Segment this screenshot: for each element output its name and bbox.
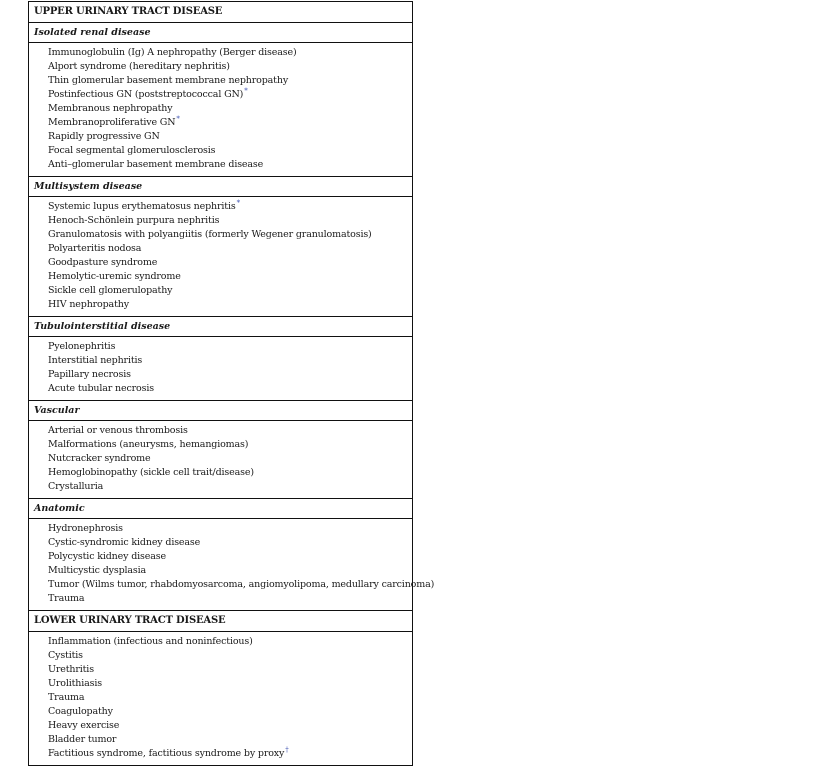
list-item [29, 102, 412, 116]
item-text: Focal segmental glomerulosclerosis [48, 145, 216, 156]
list-item [29, 438, 412, 452]
hematuria-causes-table [28, 1, 435, 766]
item-text: Heavy exercise [48, 720, 120, 731]
list-item [29, 635, 412, 649]
item-text: Arterial or venous thrombosis [48, 425, 188, 436]
list-item [29, 691, 412, 705]
list-item [29, 354, 412, 368]
list-item [29, 649, 412, 663]
item-text: Thin glomerular basement membrane nephropathy [48, 75, 289, 86]
section-items [29, 421, 412, 498]
item-text: Multicystic dysplasia [48, 565, 147, 576]
list-item [29, 663, 412, 677]
lower-urinary-tract-header: LOWER URINARY TRACT DISEASE [29, 610, 412, 632]
item-text: Inflammation (infectious and noninfectious) [48, 636, 253, 647]
list-item [29, 60, 412, 74]
item-text: Malformations (aneurysms, hemangiomas) [48, 439, 249, 450]
list-item [29, 46, 412, 60]
item-text: HIV nephropathy [48, 299, 129, 310]
list-item [29, 242, 412, 256]
item-text: Postinfectious GN (poststreptococcal GN) [48, 89, 244, 100]
section-heading: Tubulointerstitial disease [29, 316, 412, 337]
section-items [29, 519, 435, 610]
item-text: Trauma [48, 692, 85, 703]
item-text: Acute tubular necrosis [48, 383, 154, 394]
lower-items-list [29, 632, 412, 765]
item-text: Henoch-Schönlein purpura nephritis [48, 215, 220, 226]
list-item [29, 368, 412, 382]
upper-urinary-tract-header: UPPER URINARY TRACT DISEASE [29, 2, 412, 23]
list-item [29, 733, 412, 747]
item-text: Urethritis [48, 664, 94, 675]
list-item [29, 228, 412, 242]
list-item [29, 116, 412, 130]
item-text: Membranous nephropathy [48, 103, 173, 114]
list-item [29, 284, 412, 298]
item-text: Urolithiasis [48, 678, 102, 689]
item-text: Granulomatosis with polyangiitis (formerly Wegener granulomatosis) [48, 229, 372, 240]
list-item [29, 74, 412, 88]
item-text: Tumor (Wilms tumor, rhabdomyosarcoma, angiomyolipoma, medullary carcinoma) [48, 579, 435, 590]
item-text: Trauma [48, 593, 85, 604]
item-text: Polyarteritis nodosa [48, 243, 142, 254]
footnote-marker: † [285, 745, 289, 754]
list-item [29, 719, 412, 733]
list-item [29, 424, 412, 438]
section-heading: Isolated renal disease [29, 23, 412, 43]
section-items [29, 197, 412, 316]
item-text: Systemic lupus erythematosus nephritis [48, 201, 236, 212]
item-text: Rapidly progressive GN [48, 131, 160, 142]
item-text: Papillary necrosis [48, 369, 131, 380]
list-item [29, 88, 412, 102]
item-text: Cystic-syndromic kidney disease [48, 537, 201, 548]
list-item [29, 564, 412, 578]
list-item [29, 144, 412, 158]
item-text: Sickle cell glomerulopathy [48, 285, 173, 296]
list-item [29, 130, 412, 144]
list-item [29, 340, 412, 354]
item-text: Coagulopathy [48, 706, 113, 717]
item-text: Immunoglobulin (Ig) A nephropathy (Berger disease) [48, 47, 297, 58]
item-text: Crystalluria [48, 481, 104, 492]
list-item [29, 550, 412, 564]
item-text: Polycystic kidney disease [48, 551, 166, 562]
item-text: Cystitis [48, 650, 83, 661]
item-text: Hemolytic-uremic syndrome [48, 271, 181, 282]
item-text: Bladder tumor [48, 734, 117, 745]
list-item [29, 466, 412, 480]
section-heading: Vascular [29, 400, 412, 421]
item-text: Nutcracker syndrome [48, 453, 151, 464]
list-item [29, 256, 412, 270]
list-item [29, 747, 412, 761]
item-text: Factitious syndrome, factitious syndrome by proxy [48, 748, 285, 759]
list-item [29, 592, 412, 606]
list-item [29, 200, 412, 214]
footnote-marker: * [176, 114, 180, 123]
section-items [29, 43, 412, 176]
section-items [29, 337, 412, 400]
upper-sections [29, 23, 435, 610]
item-text: Hemoglobinopathy (sickle cell trait/disease) [48, 467, 254, 478]
item-text: Pyelonephritis [48, 341, 116, 352]
section-heading: Multisystem disease [29, 176, 412, 197]
list-item [29, 270, 412, 284]
list-item [29, 480, 412, 494]
list-item [29, 705, 412, 719]
list-item [29, 158, 412, 172]
list-item [29, 214, 412, 228]
footnote-marker: * [236, 198, 240, 207]
item-text: Interstitial nephritis [48, 355, 143, 366]
list-item [29, 677, 412, 691]
list-item [29, 578, 435, 592]
footnote-marker: * [244, 86, 248, 95]
item-text: Membranoproliferative GN [48, 117, 176, 128]
list-item [29, 452, 412, 466]
list-item [29, 522, 412, 536]
item-text: Goodpasture syndrome [48, 257, 158, 268]
section-heading: Anatomic [29, 498, 412, 519]
item-text: Alport syndrome (hereditary nephritis) [48, 61, 230, 72]
list-item [29, 382, 412, 396]
list-item [29, 536, 412, 550]
list-item [29, 298, 412, 312]
item-text: Anti–glomerular basement membrane disease [48, 159, 264, 170]
item-text: Hydronephrosis [48, 523, 123, 534]
